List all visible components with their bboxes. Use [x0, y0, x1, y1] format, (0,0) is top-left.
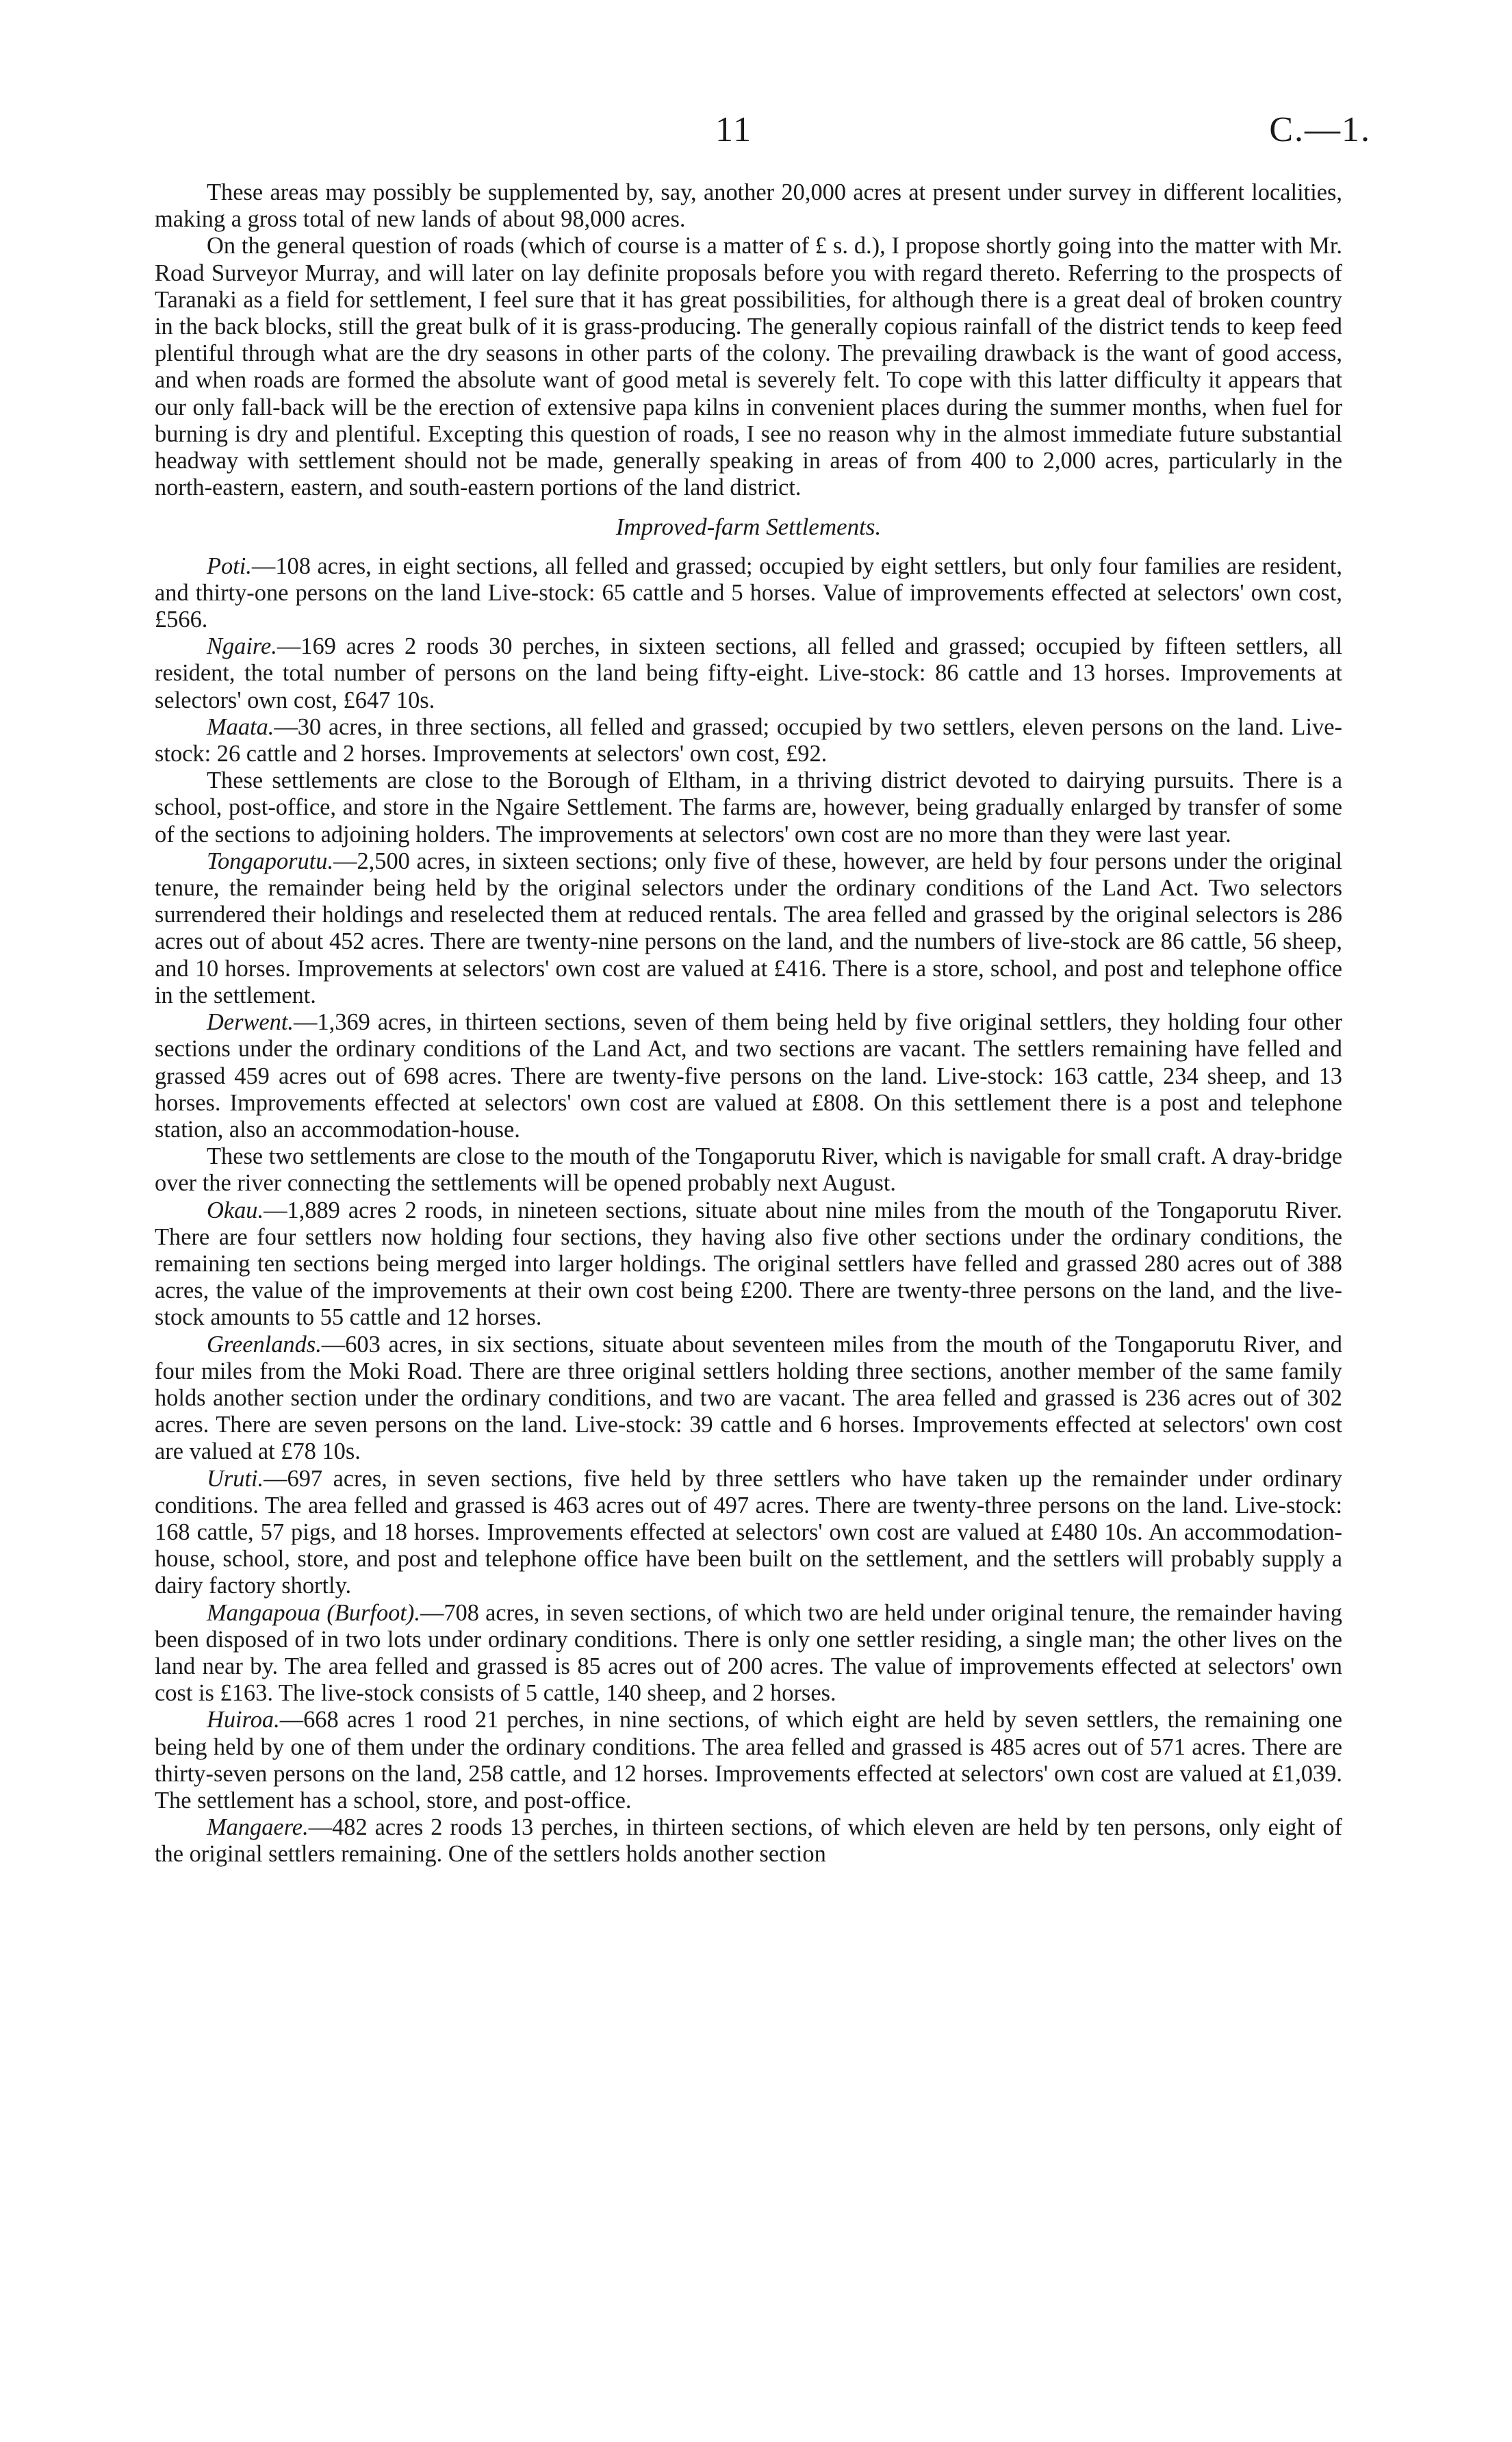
settlement-text: —482 acres 2 roods 13 perches, in thirteen sections, of which eleven are held by ten persons, only eight of the original settlers remaining. One of the settlers holds another section [155, 1814, 1342, 1868]
settlement-text: —708 acres, in seven sections, of which two are held under original tenure, the remainder having been disposed of in two lots under ordinary conditions. There is only one settler residing, a single man; the other lives on the land near by. The area felled and grassed is 85 acres out of 200 acres. The value of improvements effected at selectors' own cost is £163. The live-stock consists of 5 cattle, 140 sheep, and 2 horses. [155, 1599, 1342, 1707]
settlement-text: —30 acres, in three sections, all felled and grassed; occupied by two settlers, eleven persons on the land. Live-stock: 26 cattle and 2 horses. Improvements at selectors' own cost, £92. [155, 713, 1342, 767]
settlement-text: —668 acres 1 rood 21 perches, in nine sections, of which eight are held by seven settlers, the remaining one being held by one of them under the ordinary conditions. The area felled and grassed is 485 acres out of 571 acres. There are thirty-seven persons on the land, 258 cattle, and 12 horses. Improvements effected at selectors' own cost are valued at £1,039. The settlement has a school, store, and post-office. [155, 1707, 1342, 1814]
settlement-text: —2,500 acres, in sixteen sections; only five of these, however, are held by four persons under the original tenure, the remainder being held by the original selectors under the ordinary conditions of the Land Act. Two selectors surrendered their holdings and reselected them at reduced rentals. The area felled and grassed by the original selectors is 286 acres out of about 452 acres. There are twenty-nine persons on the land, and the numbers of live-stock are 86 cattle, 56 sheep, and 10 horses. Improvements at selectors' own cost are valued at £416. There is a store, school, and post and telephone office in the settlement. [155, 848, 1342, 1008]
paragraph-roads: On the general question of roads (which of course is a matter of £ s. d.), I propose shortly going into the matter with Mr. Road Surveyor Murray, and will later on lay definite proposals before you with regard thereto. Referring to the prospects of Taranaki as a field for settlement, I feel sure that it has great possibilities, for although there is a great deal of broken country in the back blocks, still the great bulk of it is grass-producing. The generally copious rainfall of the district tends to keep feed plentiful through what are the dry seasons in other parts of the colony. The prevailing drawback is the want of good access, and when roads are formed the absolute want of good metal is severely felt. To cope with this latter difficulty it appears that our only fall-back will be the erection of extensive papa kilns in convenient places during the summer months, when fuel for burning is dry and plentiful. Excepting this question of roads, I see no reason why in the almost immediate future substantial headway with settlement should not be made, generally speaking in areas of from 400 to 2,000 acres, particularly in the north-eastern, eastern, and south-eastern portions of the land district. [155, 233, 1342, 501]
paragraph-areas: These areas may possibly be supplemented by, say, another 20,000 acres at present under survey in different localities, making a gross total of new lands of about 98,000 acres. [155, 179, 1342, 233]
settlement-name: Okau. [207, 1197, 264, 1223]
settlement-name: Maata. [207, 713, 274, 740]
settlement-text: —603 acres, in six sections, situate about seventeen miles from the mouth of the Tongaporutu River, and four miles from the Moki Road. There are three original settlers holding three sections, another member of the same family holds another section under the ordinary conditions, and two are vacant. The area felled and grassed is 236 acres out of 302 acres. There are seven persons on the land. Live-stock: 39 cattle and 6 horses. Improvements effected at selectors' own cost are valued at £78 10s. [155, 1331, 1342, 1465]
settlement-name: Derwent. [207, 1009, 294, 1036]
settlement-name: Huiroa. [207, 1707, 280, 1733]
settlement-mangaere [155, 1814, 1342, 1868]
settlement-name: Tongaporutu. [207, 848, 334, 874]
settlement-tongaporutu [155, 848, 1342, 1009]
report-body [155, 179, 1342, 1868]
settlement-greenlands [155, 1332, 1342, 1466]
document-code: C.—1. [1269, 110, 1371, 149]
settlement-okau [155, 1197, 1342, 1332]
settlement-derwent [155, 1009, 1342, 1143]
page-number: 11 [715, 110, 753, 149]
settlement-text: —108 acres, in eight sections, all felled and grassed; occupied by eight settlers, but only four families are resident, and thirty-one persons on the land Live-stock: 65 cattle and 5 horses. Value of improvements effected at selectors' own cost, £566. [155, 552, 1342, 633]
settlement-name: Greenlands. [207, 1331, 322, 1358]
settlement-ngaire [155, 633, 1342, 714]
paragraph-eltham: These settlements are close to the Borough of Eltham, in a thriving district devoted to dairying pursuits. There is a school, post-office, and store in the Ngaire Settlement. The farms are, however, being gradually enlarged by transfer of some of the sections to adjoining holders. The improvements at selectors' own cost are no more than they were last year. [155, 767, 1342, 848]
paragraph-river: These two settlements are close to the mouth of the Tongaporutu River, which is navigable for small craft. A dray-bridge over the river connecting the settlements will be opened probably next August. [155, 1143, 1342, 1197]
settlement-text: —169 acres 2 roods 30 perches, in sixteen sections, all felled and grassed; occupied by fifteen settlers, all resident, the total number of persons on the land being fifty-eight. Live-stock: 86 cattle and 13 horses. Improvements at selectors' own cost, £647 10s. [155, 633, 1342, 713]
settlement-uruti [155, 1466, 1342, 1600]
settlement-text: —1,369 acres, in thirteen sections, seven of them being held by five original settlers, they holding four other sections under the ordinary conditions of the Land Act, and two sections are vacant. The settlers remaining have felled and grassed 459 acres out of 698 acres. There are twenty-five persons on the land. Live-stock: 163 cattle, 234 sheep, and 13 horses. Improvements effected at selectors' own cost are valued at £808. On this settlement there is a post and telephone station, also an accommodation-house. [155, 1009, 1342, 1143]
settlement-maata [155, 714, 1342, 767]
settlement-huiroa [155, 1707, 1342, 1814]
settlement-text: —1,889 acres 2 roods, in nineteen sections, situate about nine miles from the mouth of the Tongaporutu River. There are four settlers now holding four sections, they having also five other sections under the ordinary conditions, the remaining ten sections being merged into larger holdings. The original settlers have felled and grassed 280 acres out of 388 acres, the value of the improvements at their own cost being £200. There are twenty-three persons on the land, and the live-stock amounts to 55 cattle and 12 horses. [155, 1197, 1342, 1331]
settlement-text: —697 acres, in seven sections, five held by three settlers who have taken up the remainder under ordinary conditions. The area felled and grassed is 463 acres out of 497 acres. There are twenty-three persons on the land. Live-stock: 168 cattle, 57 pigs, and 18 horses. Improvements effected at selectors' own cost are valued at £480 10s. An accommodation-house, school, store, and post and telephone office have been built on the settlement, and the settlers will probably supply a dairy factory shortly. [155, 1465, 1342, 1599]
settlement-name: Mangapoua (Burfoot). [207, 1599, 420, 1626]
settlement-name: Ngaire. [207, 633, 277, 660]
settlement-name: Uruti. [207, 1465, 264, 1492]
settlement-poti [155, 553, 1342, 634]
settlement-name: Poti. [207, 552, 252, 579]
settlement-name: Mangaere. [207, 1814, 309, 1841]
section-heading: Improved-farm Settlements. [615, 513, 882, 541]
settlement-mangapoua [155, 1600, 1342, 1707]
